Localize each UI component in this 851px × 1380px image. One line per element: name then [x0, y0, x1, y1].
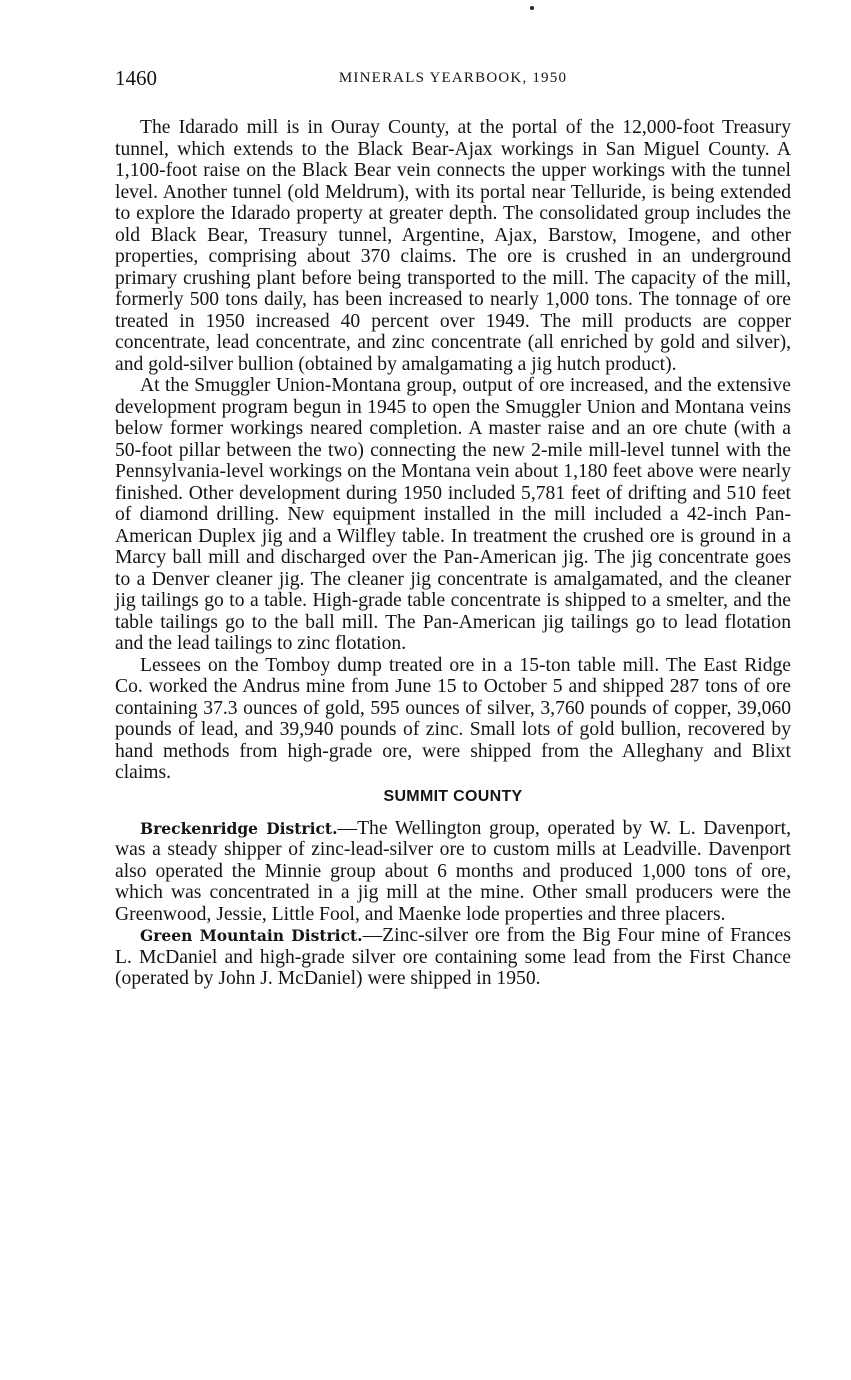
paragraph-green-mountain-district [115, 925, 791, 990]
paragraph-smuggler-union: At the Smuggler Union-Montana group, output of ore increased, and the extensive development program begun in 1945 to open the Smuggler Union and Montana veins below former workings neared completion. A master raise and an ore chute (with a 50-foot pillar between the two) connecting the new 2-mile mill-level tunnel with the Pennsylvania-level workings on the Montana vein about 1,180 feet above were nearly finished. Other development during 1950 included 5,781 feet of drifting and 510 feet of diamond drilling. New equipment installed in the mill included a 42-inch Pan-American Duplex jig and a Wilfley table. In treatment the crushed ore is ground in a Marcy ball mill and discharged over the Pan-American jig. The jig concentrate goes to a Denver cleaner jig. The cleaner jig concentrate is amalgamated, and the cleaner jig tailings go to a table. High-grade table concentrate is shipped to a smelter, and the table tailings go to the ball mill. The Pan-American jig tailings go to lead flotation and the lead tailings to zinc flotation. [115, 375, 791, 654]
page-header [115, 66, 791, 96]
district-name-breckenridge: Breckenridge District. [140, 818, 338, 838]
paragraph-tomboy-andrus: Lessees on the Tomboy dump treated ore in a 15-ton table mill. The East Ridge Co. worked the Andrus mine from June 15 to October 5 and shipped 287 tons of ore containing 37.3 ounces of gold, 595 ounces of silver, 3,760 pounds of copper, 39,060 pounds of lead, and 39,940 pounds of zinc. Small lots of gold bullion, recovered by hand methods from high-grade ore, were shipped from the Alleghany and Blixt claims. [115, 654, 791, 783]
print-speck [530, 6, 534, 10]
body-text [115, 117, 791, 990]
district-name-green-mountain: Green Mountain District. [140, 926, 363, 945]
paragraph-idarado-mill: The Idarado mill is in Ouray County, at the portal of the 12,000-foot Treasury tunnel, which extends to the Black Bear-Ajax workings in San Miguel County. A 1,100-foot raise on the Black Bear vein connects the upper workings with the tunnel level. Another tunnel (old Meldrum), with its portal near Telluride, is being extended to explore the Idarado property at greater depth. The consolidated group includes the old Black Bear, Treasury tunnel, Argentine, Ajax, Barstow, Imogene, and other properties, comprising about 370 claims. The ore is crushed in an underground primary crushing plant before being transported to the mill. The capacity of the mill, formerly 500 tons daily, has been increased to nearly 1,000 tons. The tonnage of ore treated in 1950 increased 40 percent over 1949. The mill products are copper concentrate, lead concentrate, and zinc concentrate (all enriched by gold and silver), and gold-silver bullion (obtained by amalgamating a jig hutch product). [115, 117, 791, 375]
paragraph-breckenridge-district [115, 818, 791, 926]
running-title: MINERALS YEARBOOK, 1950 [338, 70, 568, 86]
section-heading-summit-county: SUMMIT COUNTY [383, 787, 523, 805]
district-text-breckenridge: —The Wellington group, operated by W. L. Davenport, was a steady shipper of zinc-lead-silver ore to custom mills at Leadville. Davenport also operated the Minnie group about 6 months and produced 1,000 tons of ore, which was concentrated in a jig mill at the mine. Other small producers were the Greenwood, Jessie, Little Fool, and Maenke lode properties and three placers. [115, 817, 791, 925]
district-text-green-mountain: —Zinc-silver ore from the Big Four mine of Frances L. McDaniel and high-grade silver ore containing some lead from the First Chance (operated by John J. McDaniel) were shipped in 1950. [115, 925, 791, 989]
page-number: 1460 [115, 66, 157, 90]
